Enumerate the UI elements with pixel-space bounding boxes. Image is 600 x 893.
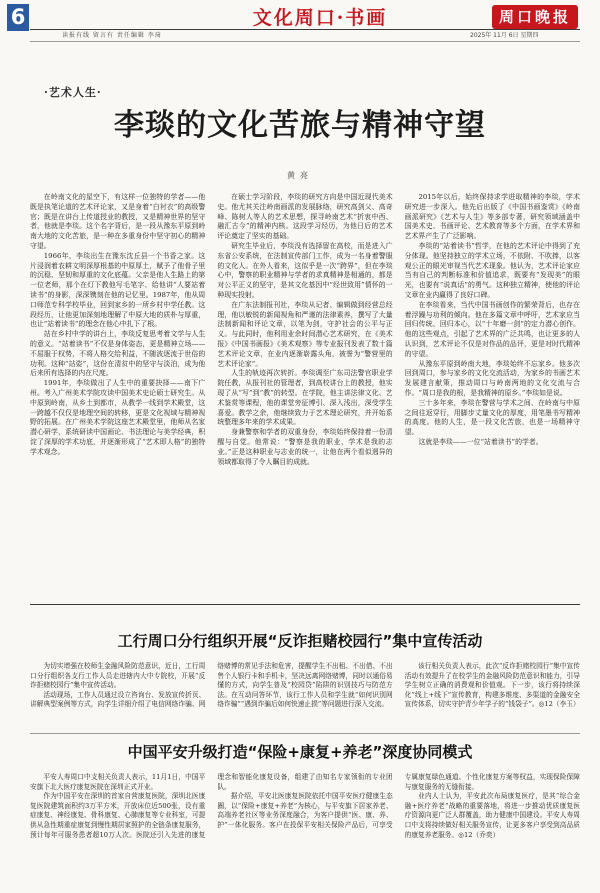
article-paragraph: 身兼警察和学者的双重身份，李琰始终保持着一份清醒与自觉。他常说：“警察是我的职业，学术是我的志业。”正是这种职业与志业的统一，让他在两个看似迥异的领域都取得了令人瞩目的成就。 bbox=[217, 428, 393, 466]
article-paragraph: 三十多年来，李琰在警营与学术之间、在岭南与中原之间往返穿行，用脚步丈量文化的厚度，用笔墨书写精神的高度。他的人生，是一段文化苦旅，也是一场精神守望。 bbox=[404, 398, 580, 437]
article-paragraph: 该行相关负责人表示，此次“反诈拒赌校园行”集中宣传活动有效提升了在校学生的金融风险防范意识和能力，引导学生树立正确的消费观和价值观。下一步，该行将持续深化“线上+线下”宣传教育，构建多维度、多渠道的金融安全宣传体系，切实守护青少年学子的“钱袋子”。◎12（李玉） bbox=[404, 662, 580, 709]
section-title: 文化周口·书画 bbox=[252, 7, 388, 29]
article-paragraph: 李琰的“站着读书”哲学，在他的艺术评论中得到了充分体现。他坚持独立的学术立场，不依附、不吹捧，以客观公正的眼光审视当代艺术现象。他认为，艺术评论家应当有自己的判断标准和价值追求，既要有“发现美”的眼光，也要有“说真话”的勇气。这种独立精神，使他的评论文章在业内赢得了良好口碑。 bbox=[404, 241, 580, 299]
editor-line: 读报有线 留言有 责任编辑 李琦 bbox=[62, 32, 162, 39]
masthead-subrule bbox=[30, 41, 580, 42]
article-paragraph: 活动现场，工作人员通过设立咨询台、发放宣传折页、讲解典型案例等方式，向学生详细介绍了电信网络诈骗、网络赌博的常见手法和危害，提醒学生不出租、不出借、不出售个人银行卡和手机卡，坚决远离网络赌博，同时以通俗易懂的方式，向学生普及“校园贷”陷阱的识别技巧与防范方法。在互动问答环节，该行工作人员和学生就“如何识别网络诈骗”“遇到诈骗后如何快速止损”等问题进行深入交流。 bbox=[30, 662, 393, 709]
page-number-badge: 6 bbox=[7, 4, 29, 31]
article-paragraph: 这就是李琰——一位“站着读书”的学者。 bbox=[418, 437, 543, 446]
article-paragraph: 从豫东平原到岭南大地，李琰始终不忘家乡。他多次回到周口，参与家乡的文化交流活动，为家乡的书画艺术发展建言献策，推动周口与岭南两地的文化交流与合作。“周口是我的根，是我精神的原乡。”李琰如是说。 bbox=[404, 359, 580, 397]
news-divider bbox=[30, 733, 580, 734]
article-body bbox=[30, 193, 580, 593]
section-divider bbox=[30, 604, 580, 605]
article-paragraph: 在岭南文化的星空下，有这样一位独特的学者——他既是执笔论道的艺术评论家，又是身着“白衬衣”的高级警官；既是在讲台上传道授业的教授，又是精神世界的坚守者，他就是李琰。这个名字背后，是一段从豫东平原到岭南大地的文化苦旅，是一种在多重身份中坚守初心的精神守望。 bbox=[30, 193, 206, 250]
article-paragraph: 在硕士学习阶段，李琰的研究方向是中国近现代美术史。他尤其关注岭南画派的发展脉络，研究高剑父、高奇峰、陈树人等人的艺术思想，探寻岭南艺术“折衷中西、融汇古今”的精神内核。这段学习经历，为他日后的艺术评论奠定了坚实的基础。 bbox=[217, 193, 393, 241]
paper-logo: 周口晚报 bbox=[492, 5, 578, 29]
article-paragraph: 为切实增强在校师生金融风险防范意识，近日，工行周口分行组织各支行工作人员走进辖内大中专院校，开展“反诈拒赌校园行”集中宣传活动。 bbox=[30, 662, 206, 690]
news-headline-campus: 工行周口分行组织开展“反诈拒赌校园行”集中宣传活动 bbox=[117, 632, 483, 650]
issue-date: 2025年 11月 6日 星期四 bbox=[470, 32, 539, 39]
article-paragraph: 在广东法制报刊社，李琰从记者、编辑做到经营总经理，他以敏锐的新闻视角和严谨的法律素养，撰写了大量法制新闻和评论文章，以笔为剑，守护社会的公平与正义。与此同时，他利用业余时间潜心艺术研究，在《美术报》《中国书画报》《美术观察》等专业报刊发表了数十篇艺术评论文章，在业内逐渐崭露头角，被誉为“警营里的艺术评论家”。 bbox=[217, 300, 393, 368]
article-paragraph: 人生的轨迹再次转折。李琰调至广东司法警官职业学院任教，从报刊社的管理者，到高校讲台上的教授，他实现了从“写”到“教”的转型。在学院，他主讲法律文化、艺术鉴赏等课程，他的课堂旁征博引、深入浅出，深受学生喜爱。教学之余，他继续致力于艺术理论研究，并开始系统整理多年来的学术成果。 bbox=[217, 369, 393, 427]
byline: 黄亮 bbox=[287, 171, 313, 180]
article-paragraph: 作为中国平安在深圳的首家自营康复医院，深圳北医康复医院建筑面积约3万平方米，开放床位近500张，设有重症康复、神经康复、骨科康复、心肺康复等专业科室，可提供从急性期重症康复到慢性期居家照护的全链条康复服务，预计每年可服务患者超10万人次。医院还引入先进的康复理念和智能化康复设备，组建了由知名专家领衔的专业团队。 bbox=[30, 773, 393, 839]
article-paragraph: 1991年，李琰做出了人生中的重要抉择——南下广州。考入广州美术学院攻读中国美术史论硕士研究生。从中原到岭南，从乡土到都市，从教学一线到学术殿堂，这一跨越不仅仅是地理空间的转移，更是文化视域与精神视野的拓展。在广州美术学院这座艺术殿堂里，他师从名家潜心研学，系统研读中国画论、书法理论与美学经典，积淀了深厚的学术功底，并逐渐形成了“艺术即人格”的独特学术观念。 bbox=[30, 379, 206, 456]
article-paragraph: 平安人寿周口中支相关负责人表示，11月1日，中国平安旗下北大医疗康复医院在深圳正式开业。 bbox=[30, 773, 206, 791]
article-paragraph: 业内人士认为，平安此次布局康复医疗，是其“综合金融+医疗养老”战略的重要落地，将进一步推动优质康复医疗资源向更广泛人群覆盖，助力健康中国建设。平安人寿周口中支将持续做好相关服务宣传，让更多客户享受到高品质的康复养老服务。◎12（乔奕） bbox=[404, 792, 580, 839]
news-body-campus bbox=[30, 662, 580, 726]
article-paragraph: 据介绍，平安北医康复医院依托中国平安医疗健康生态圈，以“保险+康复+养老”为核心，与平安旗下居家养老、高端养老社区等业务深度融合，为客户提供“医、康、养、护”一体化服务。客户在投保平安相关保险产品后，可享受专属康复绿色通道、个性化康复方案等权益，实现保险保障与康复服务的无缝衔接。 bbox=[217, 773, 580, 829]
masthead-rule bbox=[30, 29, 580, 30]
article-paragraph: 在李琰看来，当代中国书画创作的繁荣背后，也存在着浮躁与功利的倾向。他在多篇文章中呼吁，艺术家应当回归传统、回归本心，以“十年磨一剑”的定力潜心创作。他的这些观点，引起了艺术界的广泛共鸣，也让更多的人认识到，艺术评论不仅是对作品的品评，更是对时代精神的守望。 bbox=[404, 300, 580, 358]
news-body-insurance bbox=[30, 773, 580, 889]
news-headline-insurance: 中国平安升级打造“保险+康复+养老”深度协同模式 bbox=[127, 743, 473, 761]
article-paragraph: 2015年以后，始终保持求学进取精神的李琰，学术研究进一步深入。他先后出版了《中国书画鉴赏》《岭南画派研究》《艺术与人生》等多部专著，研究领域涵盖中国美术史、书画评论、艺术教育等多个方面，在学术界和艺术界产生了广泛影响。 bbox=[404, 193, 580, 241]
column-tag: ·艺术人生· bbox=[44, 86, 102, 99]
article-paragraph: 研究生毕业后，李琰没有选择留在高校，而是进入广东省公安系统，在法制宣传部门工作，成为一名身着警服的文化人。在外人看来，这似乎是一次“跨界”，但在李琰心中，警察的职业精神与学者的求真精神是相通的，都是对公平正义的坚守，是其文化基因中“经世致用”情怀的一种现实投射。 bbox=[217, 241, 393, 299]
article-headline: 李琰的文化苦旅与精神守望 bbox=[114, 108, 486, 143]
article-paragraph: 站在乡村中学的讲台上，李琰反复思考着文学与人生的意义。“站着读书”不仅是身体姿态，更是精神立场——不屈服于权势，不将人格交给利益，不随波逐流于世俗的功利。这种“站姿”，这份在清贫中的坚守与淡泊，成为他后来所有选择的内在尺度。 bbox=[30, 330, 206, 378]
article-paragraph: 1966年，李琰出生在豫东沈丘县一个书香之家。这片浸润着农耕文明深厚根基的中原厚土，赋予了他骨子里的沉稳、坚韧和厚重的文化底蕴。父亲是他人生路上的第一位老师，那个在灯下教他写毛笔字、给他讲“人要站着读书”的身影，深深镌刻在他的记忆里。1987年，他从周口师范专科学校毕业，回到家乡的一所乡村中学任教。这段经历，让他更加深刻地理解了中原大地的质朴与厚重，也让“站着读书”的理念在他心中扎下了根。 bbox=[30, 251, 206, 329]
